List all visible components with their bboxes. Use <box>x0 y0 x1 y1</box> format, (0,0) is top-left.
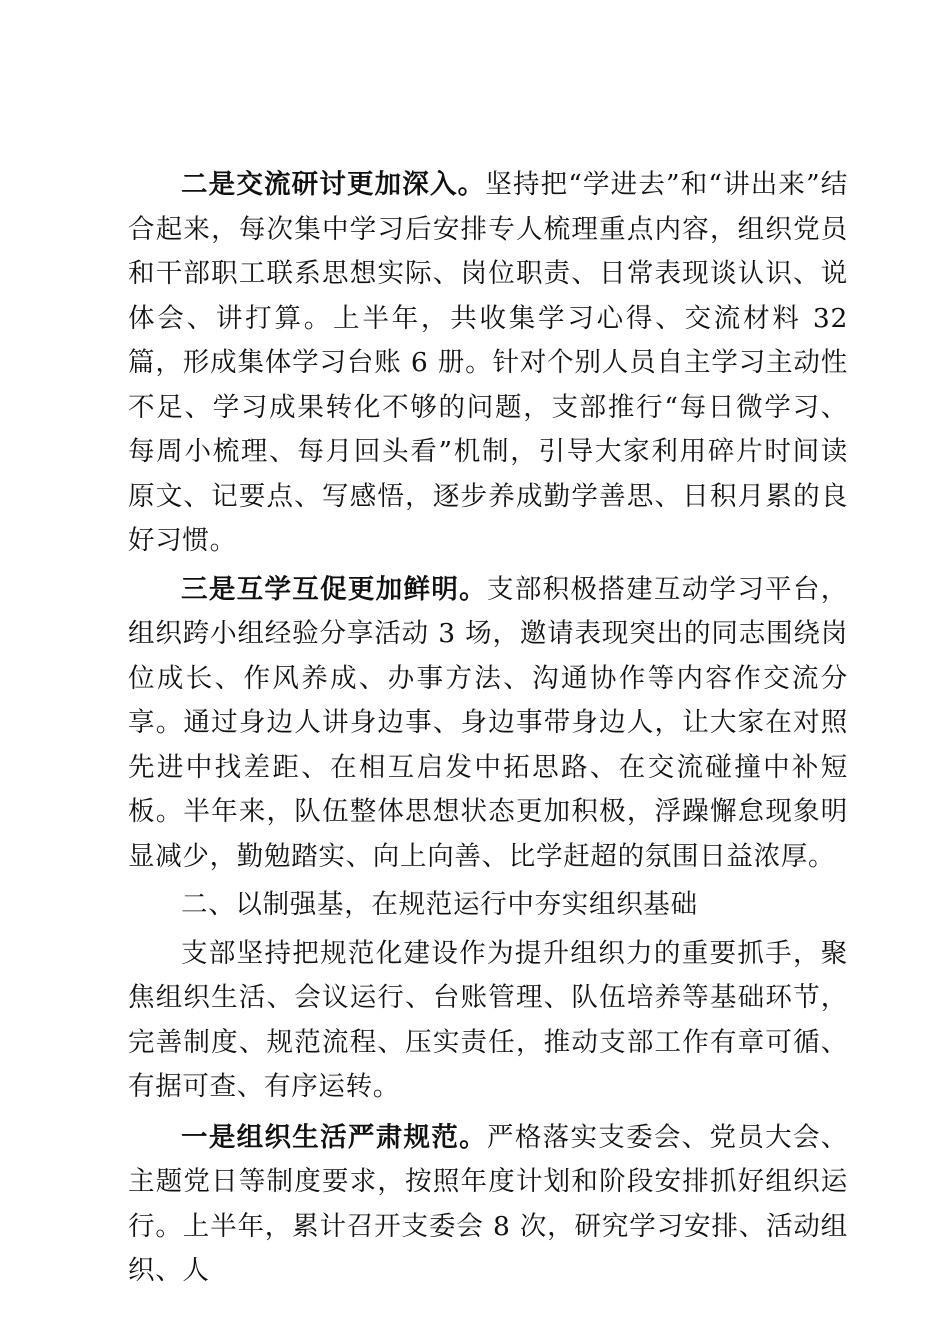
paragraph-organization-life <box>128 1116 848 1294</box>
paragraph-text: 坚持把“学进去”和“讲出来”结合起来，每次集中学习后安排专人梳理重点内容，组织党员和干部职工联系思想实际、岗位职责、日常表现谈认识、说体会、讲打算。上半年，共收集学习心得、交流材料 32 篇，形成集体学习台账 6 册。针对个别人员自主学习主动性不足、学习成果转化不够的问题，支部推行“每日微学习、每周小梳理、每月回头看”机制，引导大家利用碎片时间读原文、记要点、写感悟，逐步养成勤学善思、日积月累的良好习惯。 <box>128 169 848 556</box>
document-body <box>128 163 848 1294</box>
paragraph-lead: 二是交流研讨更加深入。 <box>181 169 486 200</box>
section-heading: 二、以制强基，在规范运行中夯实组织基础 <box>181 889 698 920</box>
paragraph-text: 支部积极搭建互动学习平台，组织跨小组经验分享活动 3 场，邀请表现突出的同志围绕岗位成长、作风养成、办事方法、沟通协作等内容作交流分享。通过身边人讲身边事、身边事带身边人，让大家在对照先进中找差距、在相互启发中拓思路、在交流碰撞中补短板。半年来，队伍整体思想状态更加积极，浮躁懈怠现象明显减少，勤勉踏实、向上向善、比学赶超的氛围日益浓厚。 <box>128 573 849 872</box>
paragraph-mutual-learning <box>128 568 848 880</box>
paragraph-lead: 三是互学互促更加鲜明。 <box>181 573 487 605</box>
section-intro-paragraph: 支部坚持把规范化建设作为提升组织力的重要抓手，聚焦组织生活、会议运行、台账管理、队伍培养等基础环节，完善制度、规范流程、压实责任，推动支部工作有章可循、有据可查、有序运转。 <box>128 937 848 1102</box>
paragraph-lead: 一是组织生活严肃规范。 <box>181 1121 487 1153</box>
paragraph-text: 严格落实支委会、党员大会、主题党日等制度要求，按照年度计划和阶段安排抓好组织运行。上半年，累计召开支委会 8 次，研究学习安排、活动组织、人 <box>128 1121 849 1286</box>
paragraph-exchange-discussion <box>128 163 848 564</box>
